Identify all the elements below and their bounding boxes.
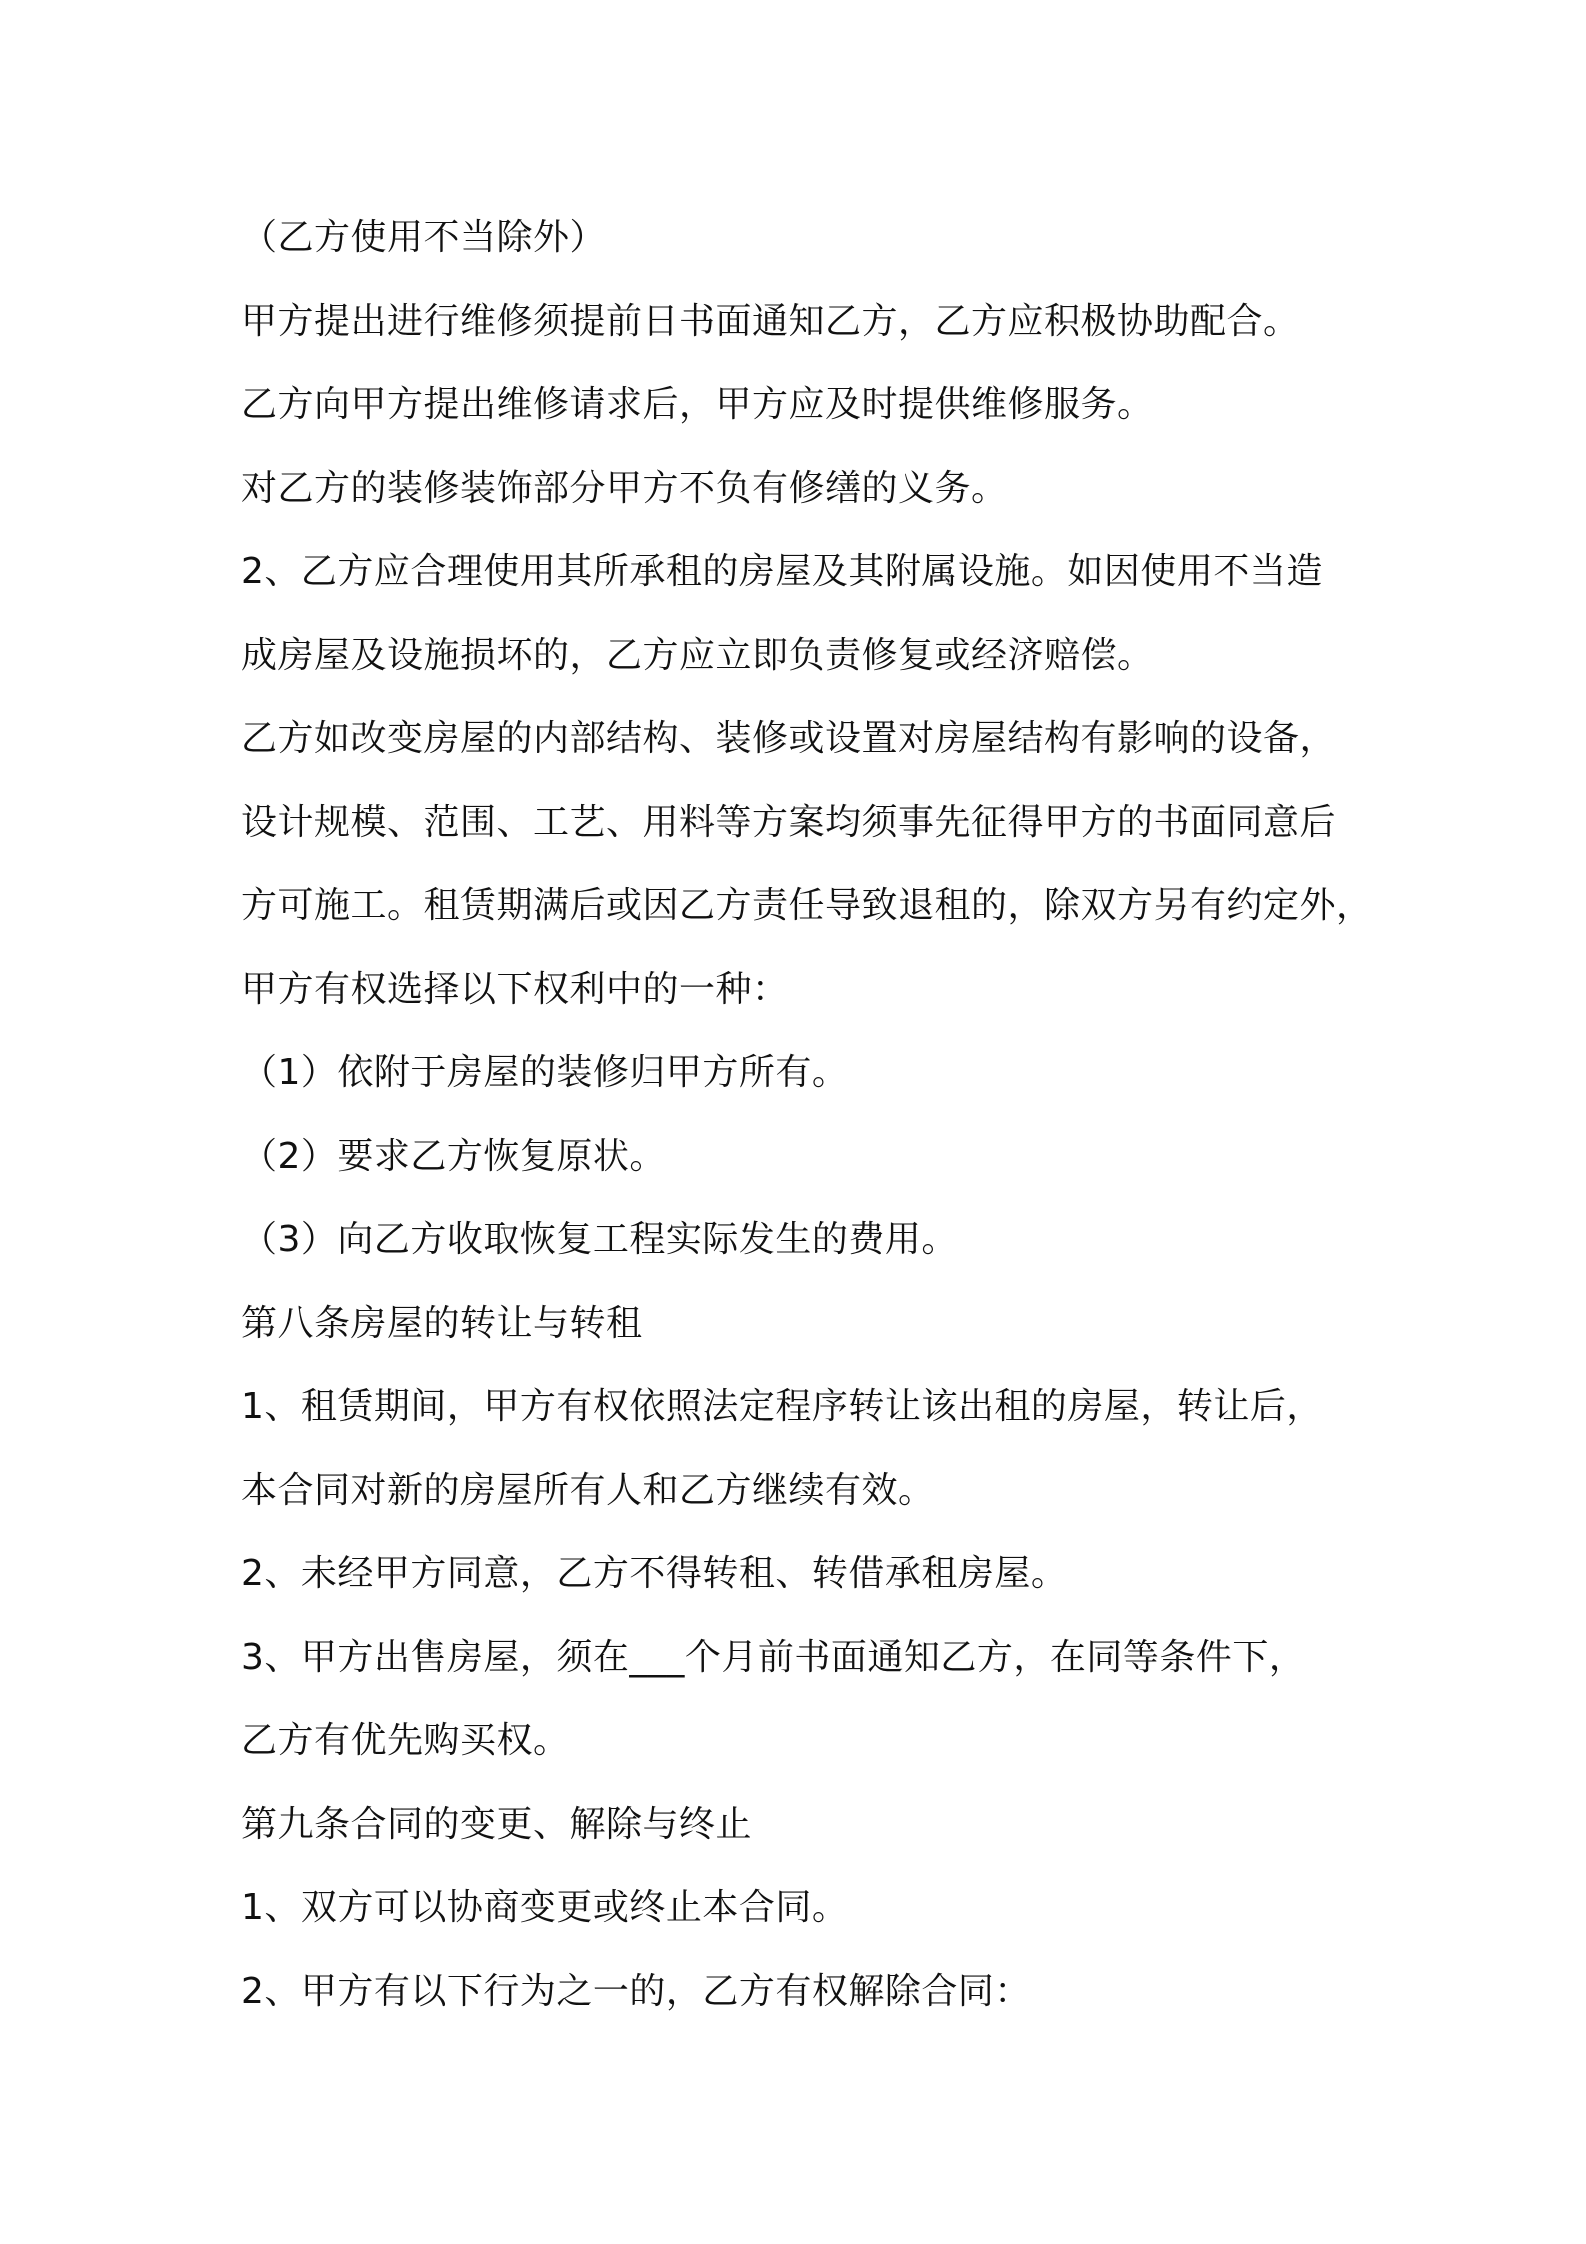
paragraph-line: 乙方向甲方提出维修请求后，甲方应及时提供维修服务。 [241,384,1154,425]
document-body [241,196,1371,2033]
paragraph-line: 2、甲方有以下行为之一的，乙方有权解除合同： [241,1970,1031,2012]
paragraph-line: 1、双方可以协商变更或终止本合同。 [241,1887,849,1928]
paragraph-line: 乙方有优先购买权。 [241,1720,570,1761]
paragraph-line: 成房屋及设施损坏的，乙方应立即负责修复或经济赔偿。 [241,634,1154,676]
paragraph-line: 3、甲方出售房屋，须在___个月前书面通知乙方，在同等条件下， [241,1636,1306,1678]
paragraph-line: 1、租赁期间，甲方有权依照法定程序转让该出租的房屋，转让后， [241,1386,1323,1427]
paragraph-line: 2、未经甲方同意，乙方不得转租、转借承租房屋。 [241,1553,1068,1594]
paragraph-line: 本合同对新的房屋所有人和乙方继续有效。 [241,1469,935,1511]
list-item: （2）要求乙方恢复原状。 [241,1135,666,1177]
section-heading: 第八条房屋的转让与转租 [241,1302,643,1344]
paragraph-line: （乙方使用不当除外） [241,217,607,258]
list-item: （3）向乙方收取恢复工程实际发生的费用。 [241,1219,958,1260]
paragraph-line: 2、乙方应合理使用其所承租的房屋及其附属设施。如因使用不当造 [241,551,1323,592]
paragraph-line: 设计规模、范围、工艺、用料等方案均须事先征得甲方的书面同意后 [241,801,1337,843]
paragraph-line: 甲方提出进行维修须提前日书面通知乙方，乙方应积极协助配合。 [241,300,1300,342]
paragraph-line: 方可施工。租赁期满后或因乙方责任导致退租的，除双方另有约定外， [241,885,1373,926]
paragraph-line: 对乙方的装修装饰部分甲方不负有修缮的义务。 [241,467,1008,509]
list-item: （1）依附于房屋的装修归甲方所有。 [241,1052,849,1093]
paragraph-line: 乙方如改变房屋的内部结构、装修或设置对房屋结构有影响的设备， [241,718,1337,759]
section-heading: 第九条合同的变更、解除与终止 [241,1803,753,1845]
paragraph-line: 甲方有权选择以下权利中的一种： [241,968,789,1010]
